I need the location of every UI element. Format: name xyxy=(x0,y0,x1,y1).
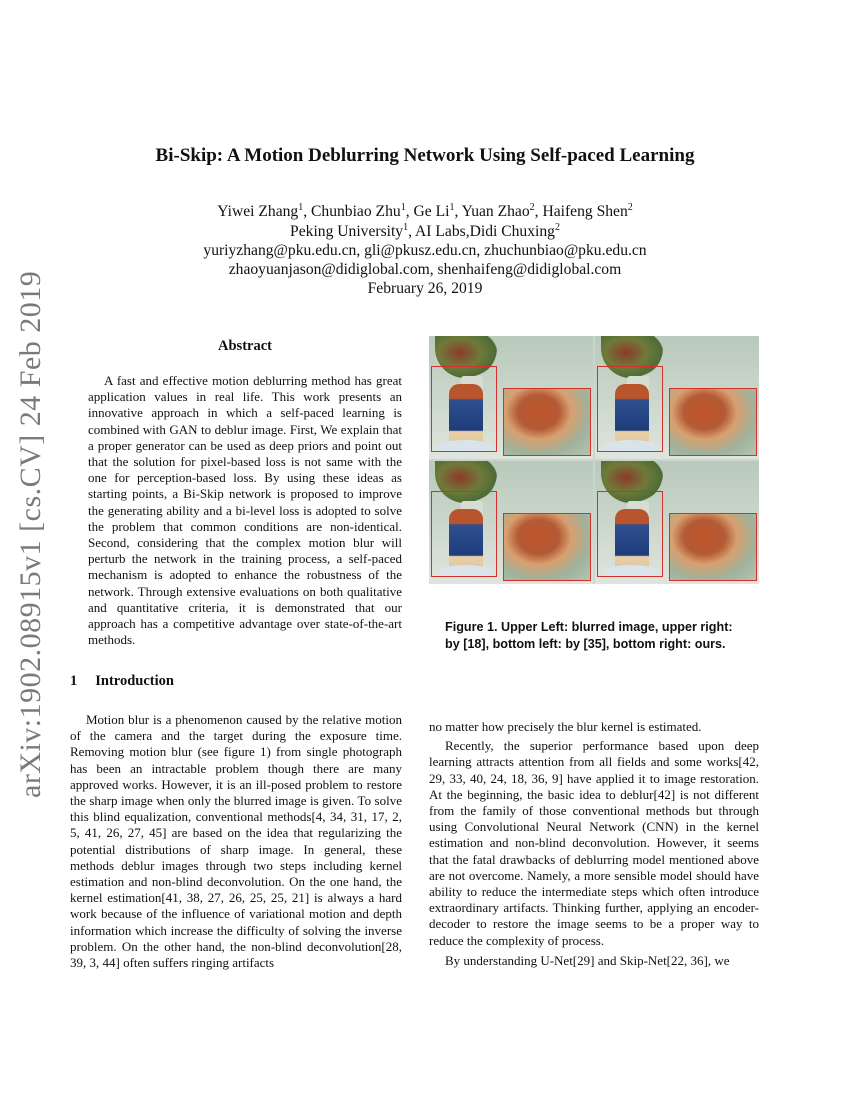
author-name: , Ge Li xyxy=(405,203,450,220)
figure-panel-blurred xyxy=(429,336,593,459)
intro-paragraph: By understanding U-Net[29] and Skip-Net[22, 36], we xyxy=(445,952,730,968)
zoomed-inset xyxy=(503,513,591,581)
figure-panel-ours xyxy=(595,461,759,584)
inset-marker-box xyxy=(431,491,497,577)
figure-panel-method-35 xyxy=(429,461,593,584)
author-affil-mark: 1 xyxy=(298,202,304,213)
affiliation-line xyxy=(0,222,850,242)
intro-left-column xyxy=(70,712,402,971)
author-name: , Chunbiao Zhu xyxy=(303,203,401,220)
abstract-heading: Abstract xyxy=(218,338,272,354)
affiliation-mark: 2 xyxy=(554,222,560,233)
affiliation-mark: 1 xyxy=(403,222,409,233)
zoomed-inset xyxy=(669,388,757,456)
inset-marker-box xyxy=(597,491,663,577)
abstract-body xyxy=(88,373,402,648)
affiliation-name: Peking University xyxy=(290,223,404,240)
author-list xyxy=(0,202,850,222)
paper-date: February 26, 2019 xyxy=(367,280,483,297)
figure-1-image-grid xyxy=(429,336,759,584)
intro-paragraph: Motion blur is a phenomenon caused by the relative motion of the camera and the target during the exposure time. Removing motion blur (see figure 1) from single photograph has been an intractable problem though there are many approved works. However, it is an ill-posed problem to restore the sharp image when only the blurred image is given. To solve this blind equalization, conventional methods[4, 34, 31, 17, 2, 5, 41, 26, 27, 45] are based on the idea that regularizing the potential distributions of sharp image. In general, these methods deblur images through two steps including kernel estimation and non-blind deconvolution. On the one hand, the kernel estimation[41, 38, 27, 26, 25, 25, 21] is always a hard work because of the influence of variational motion and depth information which increase the difficulty of solving the inverse problem. On the other hand, the non-blind deconvolution[28, 39, 3, 44] often suffers ringing artifacts xyxy=(70,712,402,971)
author-name: , Yuan Zhao xyxy=(454,203,530,220)
abstract-text: A fast and effective motion deblurring method has great application values in real life. This work presents an innovative approach in which a self-paced learning is combined with GAN to deblur image. First, We explain that a proper generator can be used as deep priors and point out that the solution for pixel-based loss is not same with the one for perception-based loss. By using these ideas as starting points, a Bi-Skip network is proposed to improve the generating ability and a bi-level loss is adopted to solve the problem that common conditions are non-identical. Second, considering that the complex motion blur will perturb the network in the training process, a self-paced mechanism is adopted to enhance the robustness of the network. Through extensive evaluations on both qualitative and quantitative criteria, it is demonstrated that our approach has a competitive advantage over state-of-the-art methods. xyxy=(88,373,402,648)
section-heading-introduction xyxy=(70,673,174,690)
inset-marker-box xyxy=(431,366,497,452)
email-line-2: zhaoyuanjason@didiglobal.com, shenhaifeng@didiglobal.com xyxy=(228,261,622,278)
zoomed-inset xyxy=(669,513,757,581)
affiliation-name: , AI Labs,Didi Chuxing xyxy=(408,223,555,240)
author-affil-mark: 1 xyxy=(400,202,406,213)
author-name: , Haifeng Shen xyxy=(534,203,628,220)
section-title: Introduction xyxy=(95,673,174,689)
paper-title: Bi-Skip: A Motion Deblurring Network Using Self-paced Learning xyxy=(155,145,695,166)
author-affil-mark: 2 xyxy=(529,202,535,213)
zoomed-inset xyxy=(503,388,591,456)
intro-right-column xyxy=(429,719,759,969)
figure-panel-method-18 xyxy=(595,336,759,459)
email-line-1: yuriyzhang@pku.edu.cn, gli@pkusz.edu.cn, zhuchunbiao@pku.edu.cn xyxy=(203,242,647,259)
intro-paragraph: Recently, the superior performance based upon deep learning attracts attention from all fields and some works[42, 29, 33, 40, 24, 18, 36, 9] have applied it to image restoration. At the beginning, the basic idea to deblur[42] is not different from the family of those conventional methods but through using Convolutional Neural Network (CNN) in the kernel estimation and non-blind deconvolution. However, it seems that the fatal drawbacks of deblurring model mentioned above are not overcome. Namely, a more sensible model should have ability to reduce the intermediate steps which often introduce extraordinary artifacts. Thinking further, applying an encoder-decoder to restore the image seems to be a proper way to reduce the complexity of process. xyxy=(429,738,759,948)
intro-paragraph: no matter how precisely the blur kernel is estimated. xyxy=(429,719,702,734)
figure-1-caption: Figure 1. Upper Left: blurred image, upper right: by [18], bottom left: by [35], bottom right: ours. xyxy=(445,620,733,651)
inset-marker-box xyxy=(597,366,663,452)
arxiv-side-stamp: arXiv:1902.08915v1 [cs.CV] 24 Feb 2019 xyxy=(14,270,47,798)
author-affil-mark: 1 xyxy=(449,202,455,213)
author-affil-mark: 2 xyxy=(627,202,633,213)
author-name: Yiwei Zhang xyxy=(217,203,299,220)
section-number: 1 xyxy=(70,673,78,689)
